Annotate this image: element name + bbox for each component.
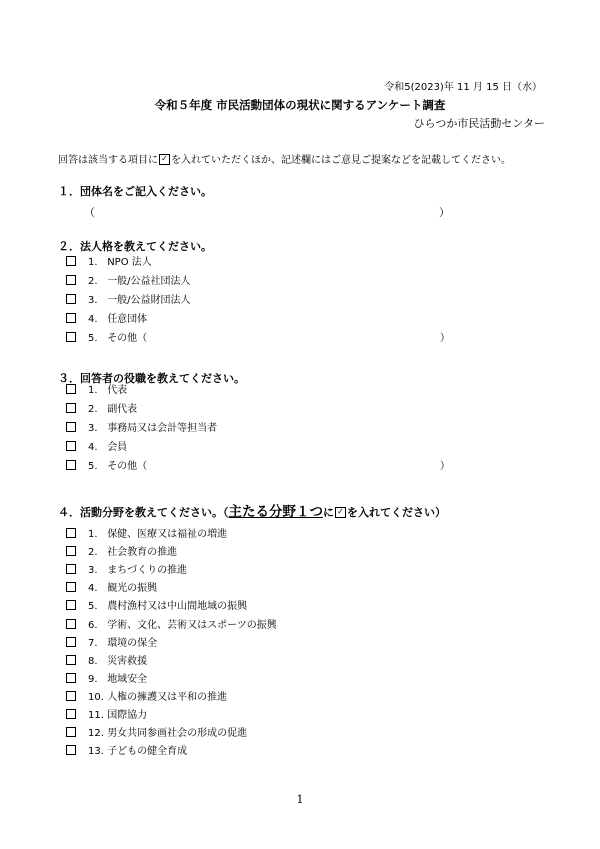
q4-option-12[interactable] <box>66 726 247 742</box>
option-label: まちづくりの推進 <box>107 565 188 577</box>
option-label: 地域安全 <box>107 673 148 685</box>
q4-option-13[interactable] <box>66 744 187 760</box>
question-4-emphasis: 主たる分野１つ <box>228 504 323 520</box>
checkbox-icon[interactable] <box>66 313 76 323</box>
q3-option-3[interactable] <box>66 421 217 437</box>
checkbox-icon[interactable] <box>66 275 76 285</box>
option-label: 人権の擁護又は平和の推進 <box>107 691 228 703</box>
option-label: 男女共同参画社会の形成の促進 <box>107 728 248 740</box>
option-number: 2. <box>88 276 98 287</box>
option-number: 7. <box>88 637 98 649</box>
checkbox-icon[interactable] <box>66 403 76 413</box>
checkbox-icon[interactable] <box>66 582 76 592</box>
checkbox-icon[interactable] <box>66 564 76 574</box>
checkbox-icon[interactable] <box>66 637 76 647</box>
option-number: 8. <box>88 655 98 667</box>
open-paren: （ <box>84 206 95 219</box>
checkbox-checked-icon: ✓ <box>335 507 346 518</box>
option-number: 1. <box>88 385 98 396</box>
checkbox-icon[interactable] <box>66 332 76 342</box>
option-label: 任意団体 <box>107 314 148 325</box>
checkbox-icon[interactable] <box>66 256 76 266</box>
option-number: 3. <box>88 295 98 306</box>
option-number: 4. <box>88 442 98 453</box>
option-label: 観光の振興 <box>107 583 158 595</box>
option-label: 災害救援 <box>107 655 148 667</box>
document-date: 令和5(2023)年 11 月 15 日（水） <box>384 82 542 93</box>
checkbox-icon[interactable] <box>66 709 76 719</box>
q3-option-1[interactable] <box>66 383 127 399</box>
option-label: 社会教育の推進 <box>107 547 178 559</box>
option-number: 2. <box>88 547 98 559</box>
option-label: 学術、文化、芸術又はスポーツの振興 <box>107 619 277 631</box>
question-1-label: １．団体名をご記入ください。 <box>58 185 212 198</box>
option-label: 会員 <box>107 442 128 453</box>
checkbox-icon[interactable] <box>66 619 76 629</box>
option-label: 一般/公益財団法人 <box>107 295 191 306</box>
option-label: NPO 法人 <box>107 257 152 268</box>
q4-option-5[interactable] <box>66 599 247 615</box>
option-number: 3. <box>88 565 98 577</box>
document-title: 令和５年度 市民活動団体の現状に関するアンケート調査 <box>154 98 446 112</box>
option-number: 10. <box>88 691 104 703</box>
option-number: 1. <box>88 529 98 540</box>
checkbox-icon[interactable] <box>66 673 76 683</box>
option-number: 5. <box>88 601 98 613</box>
checkbox-icon[interactable] <box>66 441 76 451</box>
question-3-label: ３．回答者の役職を教えてください。 <box>58 372 245 385</box>
instructions-text <box>58 151 511 166</box>
q4-option-11[interactable] <box>66 708 147 724</box>
option-label: 一般/公益社団法人 <box>107 276 191 287</box>
q4-option-7[interactable] <box>66 636 157 652</box>
close-paren: ） <box>439 206 450 219</box>
option-number: 12. <box>88 728 104 740</box>
q4-option-1[interactable] <box>66 527 227 543</box>
q4-option-8[interactable] <box>66 654 147 670</box>
q4-option-3[interactable] <box>66 563 187 579</box>
option-label: 子どもの健全育成 <box>107 746 188 758</box>
instructions-post: を入れていただくほか、記述欄にはご意見ご提案などを記載してください。 <box>171 155 511 166</box>
question-2-label: ２．法人格を教えてください。 <box>58 240 212 253</box>
checkbox-icon[interactable] <box>66 460 76 470</box>
q3-option-4[interactable] <box>66 440 127 456</box>
other-close-paren: ） <box>440 461 450 472</box>
option-label: 国際協力 <box>107 710 148 721</box>
checkbox-checked-icon: ✓ <box>159 154 170 165</box>
question-4-mid: に <box>323 506 334 519</box>
option-label: 代表 <box>107 385 128 396</box>
q3-option-2[interactable] <box>66 402 137 418</box>
checkbox-icon[interactable] <box>66 727 76 737</box>
option-number: 13. <box>88 746 104 758</box>
option-number: 5. <box>88 461 98 472</box>
page-number: 1 <box>296 793 304 806</box>
checkbox-icon[interactable] <box>66 546 76 556</box>
question-4-label <box>58 500 446 520</box>
option-number: 2. <box>88 404 98 415</box>
checkbox-icon[interactable] <box>66 294 76 304</box>
option-number: 5. <box>88 333 98 344</box>
option-label: その他（ <box>107 461 148 472</box>
q4-option-10[interactable] <box>66 690 227 706</box>
question-4-tail: を入れてください） <box>347 506 446 519</box>
option-number: 4. <box>88 314 98 325</box>
group-name-field[interactable] <box>84 204 450 220</box>
option-label: 事務局又は会計等担当者 <box>107 423 218 434</box>
q4-option-6[interactable] <box>66 618 277 634</box>
option-number: 6. <box>88 619 98 631</box>
question-4-open-paren: （ <box>223 506 229 519</box>
checkbox-icon[interactable] <box>66 600 76 610</box>
organization-name: ひらつか市民活動センター <box>413 117 545 130</box>
q2-option-4[interactable] <box>66 312 147 328</box>
q2-option-3[interactable] <box>66 293 191 309</box>
option-label: 環境の保全 <box>107 637 158 649</box>
option-label: 保健、医療又は福祉の増進 <box>107 529 228 540</box>
q2-option-1[interactable] <box>66 255 152 271</box>
question-4-text: ４．活動分野を教えてください。 <box>58 506 223 519</box>
option-label: 農村漁村又は中山間地域の振興 <box>107 601 248 613</box>
option-label: その他（ <box>107 333 148 344</box>
other-close-paren: ） <box>440 333 450 344</box>
option-number: 3. <box>88 423 98 434</box>
checkbox-icon[interactable] <box>66 745 76 755</box>
option-number: 4. <box>88 583 98 595</box>
option-number: 11. <box>88 710 104 721</box>
instructions-pre: 回答は該当する項目に <box>58 155 158 166</box>
q4-option-4[interactable] <box>66 581 157 597</box>
checkbox-icon[interactable] <box>66 691 76 701</box>
checkbox-icon[interactable] <box>66 422 76 432</box>
q4-option-2[interactable] <box>66 545 177 561</box>
option-number: 9. <box>88 673 98 685</box>
checkbox-icon[interactable] <box>66 528 76 538</box>
q2-option-5[interactable] <box>66 331 147 347</box>
option-number: 1. <box>88 257 98 268</box>
q4-option-9[interactable] <box>66 672 147 688</box>
checkbox-icon[interactable] <box>66 655 76 665</box>
option-label: 副代表 <box>107 404 138 415</box>
q3-option-5[interactable] <box>66 459 147 475</box>
q2-option-2[interactable] <box>66 274 191 290</box>
checkbox-icon[interactable] <box>66 384 76 394</box>
